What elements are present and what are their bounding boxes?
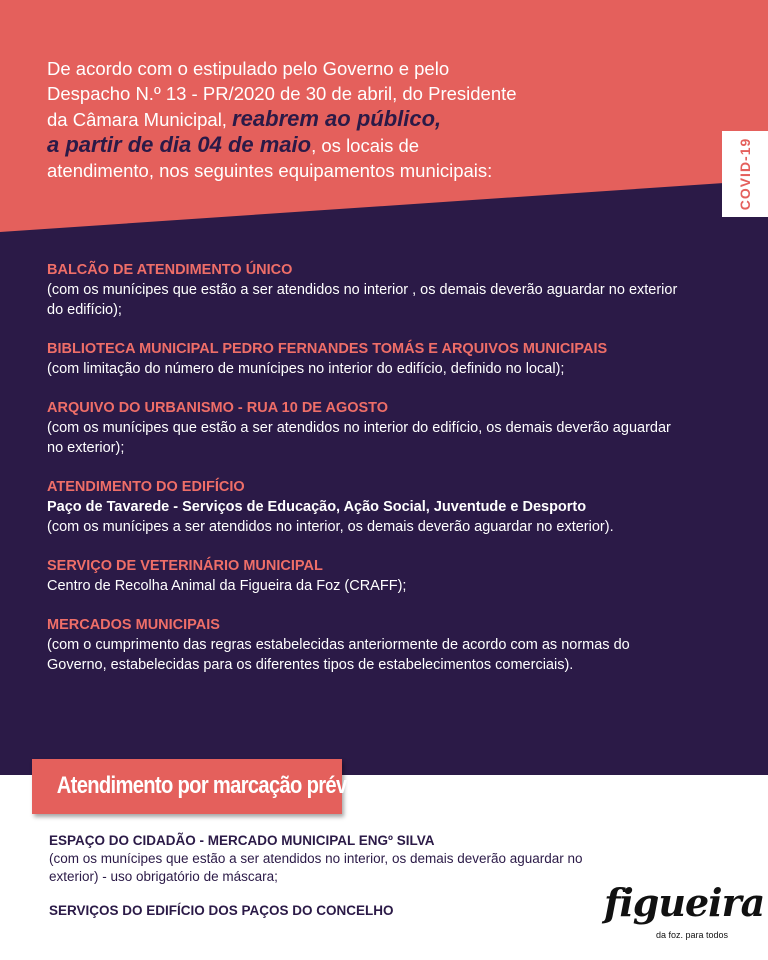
logo-wordmark: figueira [604,880,765,925]
service-item [47,556,687,596]
logo-tagline: da foz. para todos [656,930,729,940]
booking-list [49,832,589,920]
booking-item-title: ESPAÇO DO CIDADÃO - MERCADO MUNICIPAL ENGº SILVA [49,833,435,848]
intro-line: da Câmara Municipal, reabrem ao público, [47,106,442,131]
booking-item-title: SERVIÇOS DO EDIFÍCIO DOS PAÇOS DO CONCELHO [49,903,394,918]
service-item [47,477,687,537]
service-description: Centro de Recolha Animal da Figueira da Foz (CRAFF); [47,578,407,594]
date-emphasis: a partir de dia 04 de maio [47,132,312,157]
covid-tab [722,131,768,217]
intro-line: a partir de dia 04 de maio, os locais de [47,132,420,157]
covid-tab-label: COVID-19 [737,137,753,211]
service-title: BIBLIOTECA MUNICIPAL PEDRO FERNANDES TOMÁS E ARQUIVOS MUNICIPAIS [47,341,608,357]
service-subtitle: Paço de Tavarede - Serviços de Educação, Ação Social, Juventude e Desporto [47,499,587,515]
service-description: (com os munícipes a ser atendidos no interior, os demais deverão aguardar no exterior). [47,519,614,535]
booking-banner [32,759,362,814]
service-title: MERCADOS MUNICIPAIS [47,617,220,633]
service-description: (com o cumprimento das regras estabelecidas anteriormente de acordo com as normas do Governo, estabelecidas para os diferentes tipos de estabelecimentos comerciais). [47,637,630,673]
service-description: (com os munícipes que estão a ser atendidos no interior do edifício, os demais deverão aguardar no exterior); [47,420,671,456]
service-item [47,260,687,320]
service-title: BALCÃO DE ATENDIMENTO ÚNICO [47,262,293,278]
service-item [47,615,687,675]
booking-banner-label: Atendimento por marcação prévia [56,772,362,799]
intro-line: Despacho N.º 13 - PR/2020 de 30 de abril, do Presidente [47,83,517,104]
service-title: SERVIÇO DE VETERINÁRIO MUNICIPAL [47,558,323,574]
reopen-emphasis: reabrem ao público, [232,106,442,131]
service-item [47,339,687,379]
services-list [47,260,687,694]
service-item [47,398,687,458]
service-title: ARQUIVO DO URBANISMO - RUA 10 DE AGOSTO [47,400,389,416]
service-description: (com limitação do número de munícipes no interior do edifício, definido no local); [47,361,565,377]
intro-line: atendimento, nos seguintes equipamentos municipais: [47,160,493,181]
booking-item-description: (com os munícipes que estão a ser atendidos no interior, os demais deverão aguardar no exterior) - uso obrigatório de máscara; [49,851,583,884]
intro-line: De acordo com o estipulado pelo Governo e pelo [47,58,450,79]
figueira-logo [604,880,765,944]
service-title: ATENDIMENTO DO EDIFÍCIO [47,479,245,495]
service-description: (com os munícipes que estão a ser atendidos no interior , os demais deverão aguardar no exterior do edifício); [47,282,678,318]
intro-paragraph [47,56,667,183]
